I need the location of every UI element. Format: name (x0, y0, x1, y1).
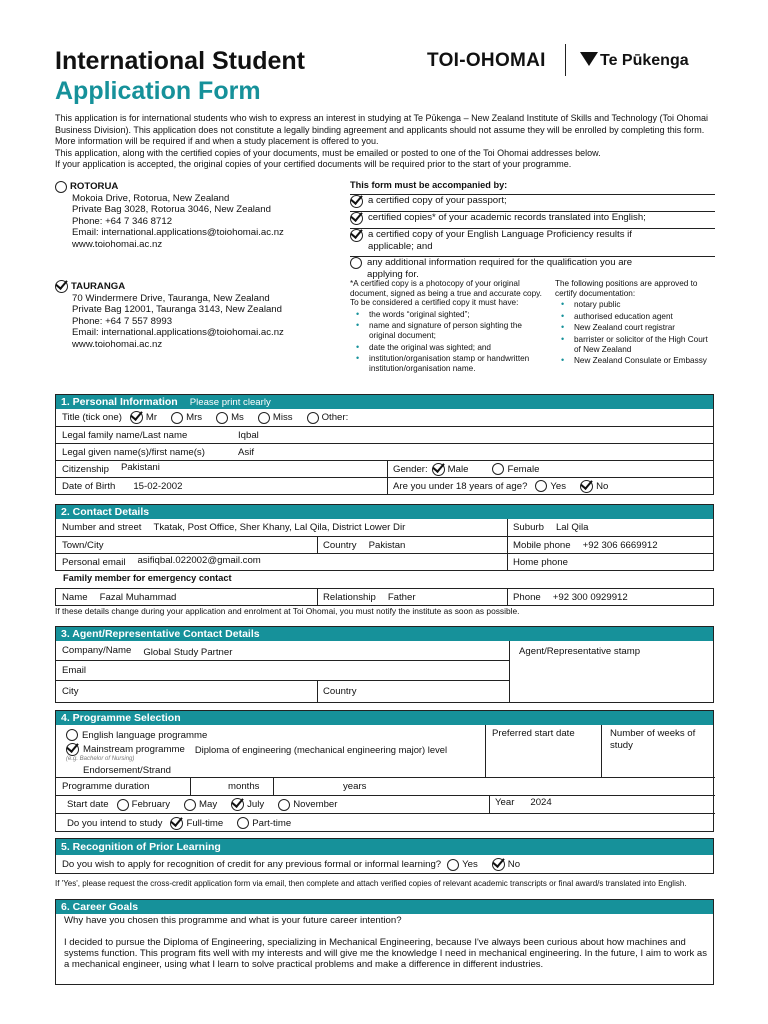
position-item: • New Zealand court registrar (555, 323, 715, 333)
option-label: Miss (272, 412, 293, 423)
field-label: Name (62, 591, 88, 603)
mainstream-programme-checkbox[interactable] (66, 743, 79, 756)
requirement-item: any additional information required for the qualification you are applying for. (367, 257, 633, 280)
option-label: Other: (321, 412, 349, 423)
start-july-checkbox[interactable] (231, 798, 244, 811)
position-item: • barrister or solicitor of the High Court of New Zealand (555, 335, 715, 354)
field-label: Do you intend to study (67, 817, 163, 829)
english-programme-radio[interactable] (66, 729, 78, 741)
field-label: Town/City (62, 539, 104, 551)
option-label: Full-time (186, 817, 224, 829)
email-row (56, 553, 713, 570)
req-additional-radio[interactable] (350, 257, 362, 269)
gender-male-checkbox[interactable] (432, 463, 445, 476)
endorsement-field[interactable]: Endorsement/Strand (83, 765, 171, 776)
programme-name-field[interactable]: Diploma of engineering (mechanical engineering major) level (194, 744, 448, 755)
field-label: Email (62, 665, 86, 676)
section-subtitle: Please print clearly (189, 397, 271, 408)
given-name-row (56, 443, 713, 460)
position-item: • authorised education agent (555, 312, 715, 322)
weeks-of-study-field[interactable]: Number of weeks of study (610, 728, 696, 751)
agent-section (55, 626, 714, 703)
option-label: July (247, 799, 265, 810)
rotorua-radio[interactable] (55, 181, 67, 193)
logo-divider (565, 44, 566, 76)
under18-yes-radio[interactable] (535, 480, 547, 492)
title-other-radio[interactable] (307, 412, 319, 424)
emergency-contact-row (55, 588, 714, 606)
option-label: Yes (550, 480, 567, 492)
rpl-question: Do you wish to apply for recognition of credit for any previous formal or informal learning? (62, 859, 442, 870)
section-title: 2. Contact Details (61, 506, 150, 518)
under18-no-checkbox[interactable] (580, 480, 593, 493)
rpl-no-checkbox[interactable] (492, 858, 505, 871)
citizenship-row (56, 460, 713, 477)
part-time-radio[interactable] (237, 817, 249, 829)
contact-change-note: If these details change during your application and enrolment at Toi Ohomai, you must notify the institute as soon as possible. (55, 606, 520, 616)
tauranga-address (55, 280, 284, 350)
requirement-item: a certified copy of your passport; (368, 195, 507, 206)
agent-city-field[interactable] (56, 681, 79, 702)
career-question: Why have you chosen this programme and what is your future career intention? (64, 915, 402, 926)
field-label: Number and street (62, 522, 142, 533)
intro-text (55, 113, 715, 171)
field-label: Year (495, 797, 515, 808)
page-title: International Student (55, 47, 305, 75)
section-header (56, 505, 713, 519)
intro-paragraph: If your application is accepted, the original copies of your certified documents will be required prior to the start of your programme. (55, 159, 572, 170)
field-label: Personal email (62, 556, 126, 568)
field-label: Gender: (393, 463, 428, 475)
option-label: English language programme (82, 729, 208, 741)
address-line: Email: international.applications@toiohomai.ac.nz (72, 227, 284, 239)
option-label: Part-time (252, 817, 292, 829)
field-label: Home phone (513, 556, 568, 568)
req-passport-checkbox[interactable] (350, 195, 363, 208)
req-records-checkbox[interactable] (350, 212, 363, 225)
agent-stamp-area[interactable]: Agent/Representative stamp (519, 646, 641, 657)
certified-item: • the words “original sighted”; (350, 310, 545, 320)
agent-email-field[interactable] (56, 661, 86, 680)
certified-item: • institution/organisation stamp or handwritten institution/organisation name. (350, 354, 545, 373)
page-subtitle: Application Form (55, 77, 261, 105)
section-title: 1. Personal Information (61, 396, 178, 408)
section-header (56, 900, 713, 914)
relationship-field[interactable]: Father (387, 591, 416, 603)
address-line: Phone: +64 7 557 8993 (72, 315, 173, 327)
field-label: City (62, 686, 79, 697)
personal-information-section (55, 394, 714, 495)
field-label: Legal given name(s)/first name(s) (62, 446, 205, 458)
field-label: Phone (513, 591, 541, 603)
citizenship-field[interactable]: Pakistani (120, 461, 160, 473)
title-mr-checkbox[interactable] (130, 411, 143, 424)
option-label: Male (447, 463, 469, 475)
street-field[interactable]: Tkatak, Post Office, Sher Khany, Lal Qila, District Lower Dir (153, 522, 406, 533)
emergency-contact-heading: Family member for emergency contact (63, 573, 232, 583)
start-february-radio[interactable] (117, 799, 129, 811)
career-goals-section (55, 899, 714, 985)
years-field[interactable]: years (343, 781, 367, 792)
title-label: Title (tick one) (62, 412, 122, 423)
example-hint: (e.g. Bachelor of Nursing) (66, 756, 135, 762)
dob-field[interactable]: 15-02-2002 (133, 480, 183, 492)
section-title: 3. Agent/Representative Contact Details (61, 628, 260, 640)
address-line: www.toiohomai.ac.nz (72, 238, 163, 250)
gender-female-radio[interactable] (492, 463, 504, 475)
option-label: No (507, 859, 521, 870)
field-label: Citizenship (62, 463, 109, 475)
programme-section (55, 710, 714, 832)
contact-details-section (55, 504, 714, 606)
section-title: 6. Career Goals (61, 901, 139, 913)
intro-paragraph: This application, along with the certified copies of your documents, must be emailed or posted to one of the Toi Ohomai addresses below. (55, 147, 601, 158)
certified-copy-info (350, 279, 545, 375)
campus-name: ROTORUA (70, 181, 119, 193)
requirements-title: This form must be accompanied by: (350, 180, 508, 190)
family-name-field[interactable]: Iqbal (238, 429, 259, 441)
full-time-checkbox[interactable] (170, 817, 183, 830)
approved-positions (555, 279, 715, 368)
field-label: Start date (67, 799, 109, 810)
certified-item: • name and signature of person sighting the original document; (350, 321, 545, 340)
agent-country-field[interactable] (317, 681, 357, 702)
dob-row (56, 477, 713, 494)
intro-paragraph: This application is for international students who wish to express an interest in studying at Te Pūkenga – New Zealand Institute of Skills and Technology (Toi Ohomai Business Division). This application does not constitute a legally binding agreement and applicants should not assume they will be enrolled by completing this form. More information will be required if and when a study placement is offered to you. (55, 113, 709, 147)
section-title: 5. Recognition of Prior Learning (61, 841, 221, 853)
rotorua-address (55, 181, 284, 250)
street-row (56, 519, 713, 536)
section-title: 4. Programme Selection (61, 712, 181, 724)
address-line: Private Bag 12001, Tauranga 3143, New Zealand (72, 304, 282, 316)
field-label: Suburb (513, 522, 544, 533)
toi-ohomai-logo: TOI-OHOMAI (427, 50, 546, 71)
career-answer-field[interactable]: I decided to pursue the Diploma of Engineering, specializing in Mechanical Engineering, because I've always been curious about how machines and systems function. This program fits well with my interests and will give me the knowledge I need in mechanical engineering. In the future, I aim to work as a mechanical engineer, using what I learn to solve practical problems and make a difference in different industries. (64, 937, 707, 971)
company-field[interactable]: Global Study Partner (143, 647, 233, 658)
year-field[interactable]: 2024 (530, 797, 552, 808)
title-miss-radio[interactable] (258, 412, 270, 424)
rpl-note: If 'Yes', please request the cross-credit application form via email, then complete and attach verified copies of relevant academic transcripts or final award/s translated into English. (55, 879, 687, 888)
option-label: Female (507, 463, 540, 475)
positions-intro: The following positions are approved to certify documentation: (555, 279, 698, 298)
option-label: Yes (462, 859, 478, 870)
address-line: Phone: +64 7 346 8712 (72, 215, 173, 227)
email-field[interactable]: asifiqbal.022002@gmail.com (137, 555, 261, 566)
option-label: Mainstream programme (83, 744, 185, 755)
field-label: Country (323, 686, 357, 697)
position-item: • notary public (555, 300, 715, 310)
position-item: • New Zealand Consulate or Embassy (555, 356, 715, 366)
suburb-field[interactable]: Lal Qila (555, 522, 589, 533)
field-label: Legal family name/Last name (62, 429, 188, 441)
address-line: 70 Windermere Drive, Tauranga, New Zealand (72, 293, 270, 304)
field-label: Programme duration (62, 781, 150, 792)
address-line: Email: international.applications@toiohomai.ac.nz (72, 327, 284, 339)
option-label: May (199, 799, 218, 810)
address-line: www.toiohomai.ac.nz (72, 338, 163, 350)
requirements-list (350, 179, 715, 284)
requirement-item: a certified copy of your English Language Proficiency results if applicable; and (368, 229, 632, 252)
prior-learning-section (55, 838, 714, 874)
certified-intro: *A certified copy is a photocopy of your original document, signed as being a true and accurate copy. To be considered a certified copy it must have: (350, 279, 542, 308)
field-label: Date of Birth (62, 480, 116, 492)
title-mrs-radio[interactable] (171, 412, 183, 424)
tauranga-checkbox[interactable] (55, 280, 68, 293)
field-label: Relationship (323, 591, 376, 603)
mobile-field[interactable]: +92 306 6669912 (582, 539, 658, 551)
te-pukenga-logo: Te Pūkenga (600, 52, 689, 69)
family-name-row (56, 426, 713, 443)
address-line: Mokoia Drive, Rotorua, New Zealand (72, 193, 230, 204)
campus-name: TAURANGA (71, 280, 126, 292)
field-label: Mobile phone (513, 539, 571, 551)
section-header (56, 627, 713, 641)
option-label: November (293, 799, 338, 810)
field-label: Are you under 18 years of age? (393, 480, 528, 492)
title-ms-radio[interactable] (216, 412, 228, 424)
emergency-phone-field[interactable]: +92 300 0929912 (552, 591, 628, 603)
address-line: Private Bag 3028, Rotorua 3046, New Zealand (72, 204, 271, 216)
option-label: Ms (231, 412, 244, 423)
req-english-checkbox[interactable] (350, 229, 363, 242)
given-name-field[interactable]: Asif (238, 446, 254, 458)
section-header (56, 395, 713, 409)
option-label: No (596, 480, 609, 492)
start-may-radio[interactable] (184, 799, 196, 811)
option-label: Mrs (186, 412, 203, 423)
town-row (56, 536, 713, 553)
field-label: Company/Name (62, 645, 132, 656)
rpl-yes-radio[interactable] (447, 859, 459, 871)
start-november-radio[interactable] (278, 799, 290, 811)
field-label: Country (323, 539, 357, 551)
preferred-start-date-field[interactable]: Preferred start date (492, 728, 575, 739)
section-header (56, 839, 713, 855)
requirement-item: certified copies* of your academic records translated into English; (368, 212, 646, 223)
section-header (56, 711, 713, 725)
country-field[interactable]: Pakistan (368, 539, 406, 551)
months-field[interactable]: months (228, 781, 260, 792)
option-label: February (131, 799, 170, 810)
emergency-name-field[interactable]: Fazal Muhammad (99, 591, 177, 603)
title-row (56, 409, 713, 426)
te-pukenga-logo-icon (580, 52, 598, 66)
option-label: Mr (145, 412, 158, 423)
certified-item: • date the original was sighted; and (350, 343, 545, 353)
